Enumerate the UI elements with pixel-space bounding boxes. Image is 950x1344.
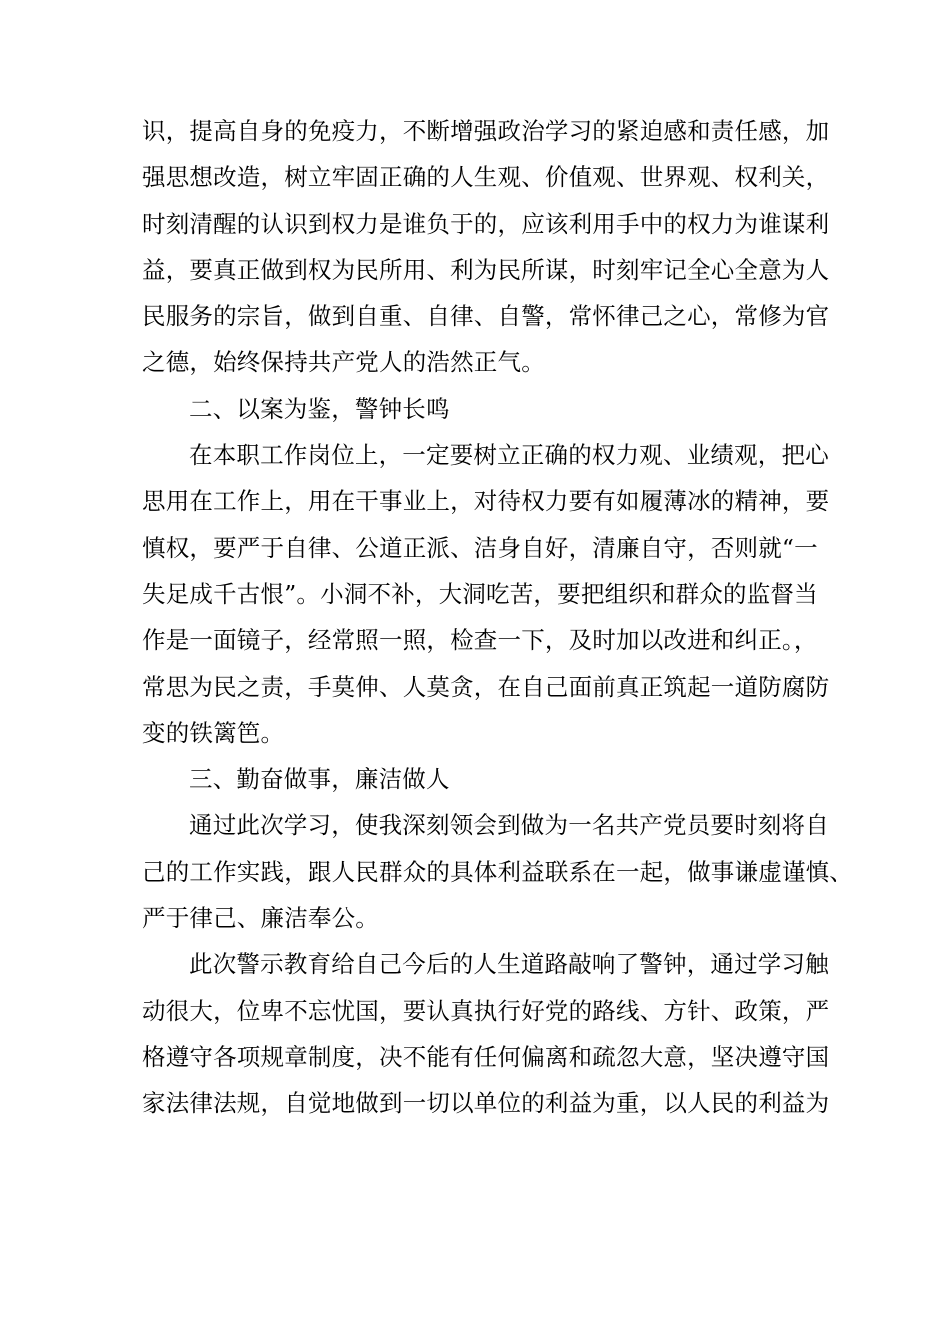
text-line: 己的工作实践，跟人民群众的具体利益联系在一起，做事谦虚谨慎、 [142, 857, 853, 886]
text-line: 民服务的宗旨，做到自重、自律、自警，常怀律己之心，常修为官 [142, 302, 830, 331]
section-heading: 二、以案为鉴，警钟长鸣 [189, 394, 450, 423]
text-line: 常思为民之责，手莫伸、人莫贪，在自己面前真正筑起一道防腐防 [142, 672, 830, 701]
text-line: 通过此次学习，使我深刻领会到做为一名共产党员要时刻将自 [189, 811, 829, 840]
text-line: 格遵守各项规章制度，决不能有任何偏离和疏忽大意，坚决遵守国 [142, 1042, 830, 1071]
text-line: 严于律己、廉洁奉公。 [142, 904, 379, 933]
text-line: 此次警示教育给自己今后的人生道路敲响了警钟，通过学习触 [189, 950, 829, 979]
text-line: 思用在工作上，用在干事业上，对待权力要有如履薄冰的精神，要 [142, 487, 830, 516]
text-line: 时刻清醒的认识到权力是谁负于的，应该利用手中的权力为谁谋利 [142, 209, 830, 238]
text-line: 强思想改造，树立牢固正确的人生观、价值观、世界观、权利关， [142, 163, 830, 192]
text-line: 益，要真正做到权为民所用、利为民所谋，时刻牢记全心全意为人 [142, 255, 830, 284]
text-line: 失足成千古恨”。小洞不补，大洞吃苦，要把组织和群众的监督当 [142, 579, 818, 608]
text-line: 之德，始终保持共产党人的浩然正气。 [142, 348, 545, 377]
text-line: 变的铁篱笆。 [142, 718, 285, 747]
document-body [142, 108, 853, 1127]
text-line: 在本职工作岗位上，一定要树立正确的权力观、业绩观，把心 [189, 441, 829, 470]
section-heading: 三、勤奋做事，廉洁做人 [189, 765, 450, 794]
text-line: 作是一面镜子，经常照一照，检查一下，及时加以改进和纠正。， [142, 626, 818, 655]
text-line: 家法律法规，自觉地做到一切以单位的利益为重，以人民的利益为 [142, 1089, 830, 1118]
text-line: 慎权，要严于自律、公道正派、洁身自好，清廉自守，否则就“一 [142, 533, 818, 562]
text-line: 动很大，位卑不忘忧国，要认真执行好党的路线、方针、政策，严 [142, 996, 830, 1025]
text-line: 识，提高自身的免疫力，不断增强政治学习的紧迫感和责任感，加 [142, 117, 830, 145]
